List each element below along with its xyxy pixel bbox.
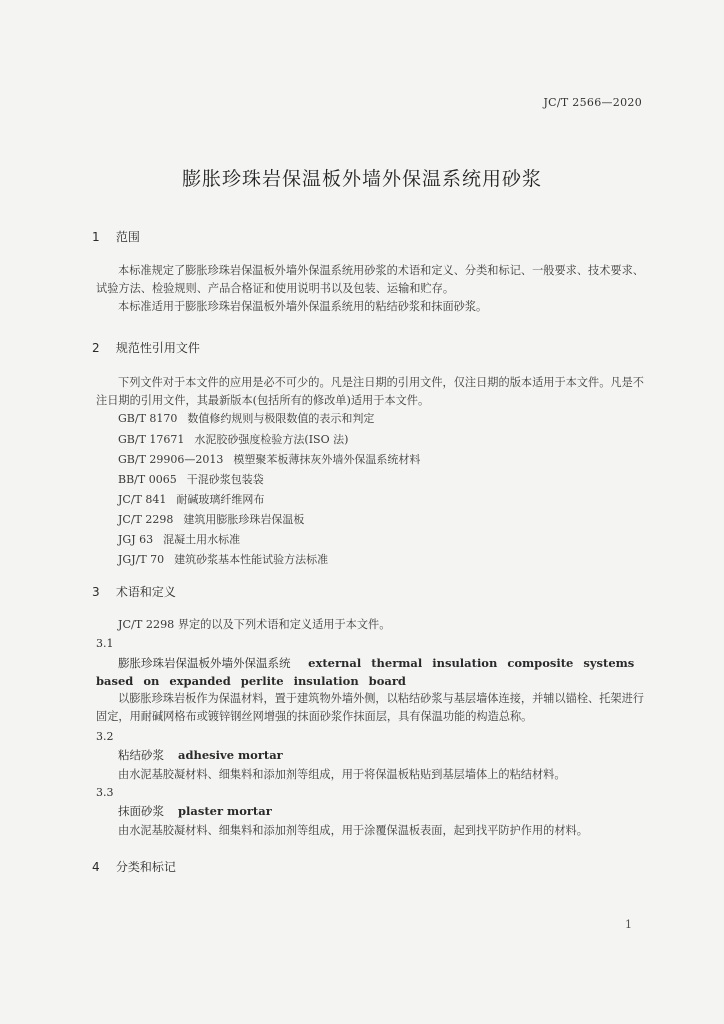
reference-code: JGJ 63 [118, 533, 154, 546]
section-2-heading [92, 339, 200, 356]
section-1-heading [92, 228, 140, 245]
section-1-number: 1 [92, 230, 100, 244]
reference-item [118, 491, 264, 507]
reference-item [118, 410, 374, 426]
reference-title: 建筑用膨胀珍珠岩保温板 [183, 513, 305, 526]
term-number: 3.1 [96, 637, 114, 650]
term-number: 3.2 [96, 730, 114, 743]
term-en: external thermal insulation composite systems based on expanded perlite insulation board [96, 656, 635, 688]
section-3-number: 3 [92, 585, 100, 599]
reference-code: BB/T 0065 [118, 473, 177, 486]
document-title: 膨胀珍珠岩保温板外墙外保温系统用砂浆 [181, 168, 542, 190]
reference-title: 模塑聚苯板薄抹灰外墙外保温系统材料 [233, 453, 421, 466]
section-4-number: 4 [92, 860, 100, 874]
reference-title: 建筑砂浆基本性能试验方法标准 [174, 553, 329, 566]
reference-title: 混凝土用水标准 [163, 533, 241, 546]
term-cn: 粘结砂浆 [118, 748, 164, 762]
term-definition: 以膨胀珍珠岩板作为保温材料，置于建筑物外墙外侧，以粘结砂浆与基层墙体连接，并辅以锚栓、托架进行固定，用耐碱网格布或镀锌钢丝网增强的抹面砂浆作抹面层，具有保温功能的构造总称。 [96, 692, 644, 723]
reference-item [118, 551, 328, 567]
term-heading [118, 803, 272, 819]
term-cn: 抹面砂浆 [118, 804, 164, 818]
reference-code: JC/T 2298 [118, 513, 174, 526]
section-1-para-1: 本标准规定了膨胀珍珠岩保温板外墙外保温系统用砂浆的术语和定义、分类和标记、一般要求、技术要求、试验方法、检验规则、产品合格证和使用说明书以及包装、运输和贮存。 [96, 264, 644, 295]
section-3-heading [92, 583, 176, 600]
term-number: 3.3 [96, 786, 114, 799]
reference-code: JGJ/T 70 [118, 553, 165, 566]
reference-item [118, 451, 420, 467]
term-definition: 由水泥基胶凝材料、细集料和添加剂等组成，用于将保温板粘贴到基层墙体上的粘结材料。 [118, 768, 566, 781]
section-4-title: 分类和标记 [115, 860, 176, 874]
reference-code: GB/T 8170 [118, 412, 178, 425]
section-1-title: 范围 [115, 230, 140, 244]
term-en: adhesive mortar [178, 748, 283, 762]
reference-title: 干混砂浆包装袋 [186, 473, 264, 486]
term-cn: 膨胀珍珠岩保温板外墙外保温系统 [118, 656, 291, 670]
reference-code: JC/T 841 [118, 493, 167, 506]
reference-item [118, 511, 304, 527]
reference-title: 水泥胶砂强度检验方法(ISO 法) [194, 433, 349, 446]
section-2-title: 规范性引用文件 [115, 341, 200, 355]
standard-code: JC/T 2566—2020 [543, 96, 642, 109]
reference-title: 数值修约规则与极限数值的表示和判定 [187, 412, 375, 425]
section-3-intro: JC/T 2298 界定的以及下列术语和定义适用于本文件。 [118, 618, 391, 631]
reference-code: GB/T 17671 [118, 433, 185, 446]
reference-item [118, 431, 348, 447]
section-1-para-2: 本标准适用于膨胀珍珠岩保温板外墙外保温系统用的粘结砂浆和抹面砂浆。 [118, 300, 488, 313]
reference-item [118, 531, 240, 547]
page-number: 1 [625, 918, 632, 931]
reference-item [118, 471, 264, 487]
reference-code: GB/T 29906—2013 [118, 453, 224, 466]
term-definition: 由水泥基胶凝材料、细集料和添加剂等组成，用于涂覆保温板表面，起到找平防护作用的材料。 [118, 824, 588, 837]
section-4-heading [92, 858, 176, 875]
term-heading [96, 654, 644, 690]
term-heading [118, 747, 283, 763]
section-2-number: 2 [92, 341, 100, 355]
section-3-title: 术语和定义 [115, 585, 176, 599]
reference-title: 耐碱玻璃纤维网布 [176, 493, 265, 506]
section-2-intro: 下列文件对于本文件的应用是必不可少的。凡是注日期的引用文件，仅注日期的版本适用于本文件。凡是不注日期的引用文件，其最新版本(包括所有的修改单)适用于本文件。 [96, 376, 644, 407]
term-en: plaster mortar [178, 804, 272, 818]
